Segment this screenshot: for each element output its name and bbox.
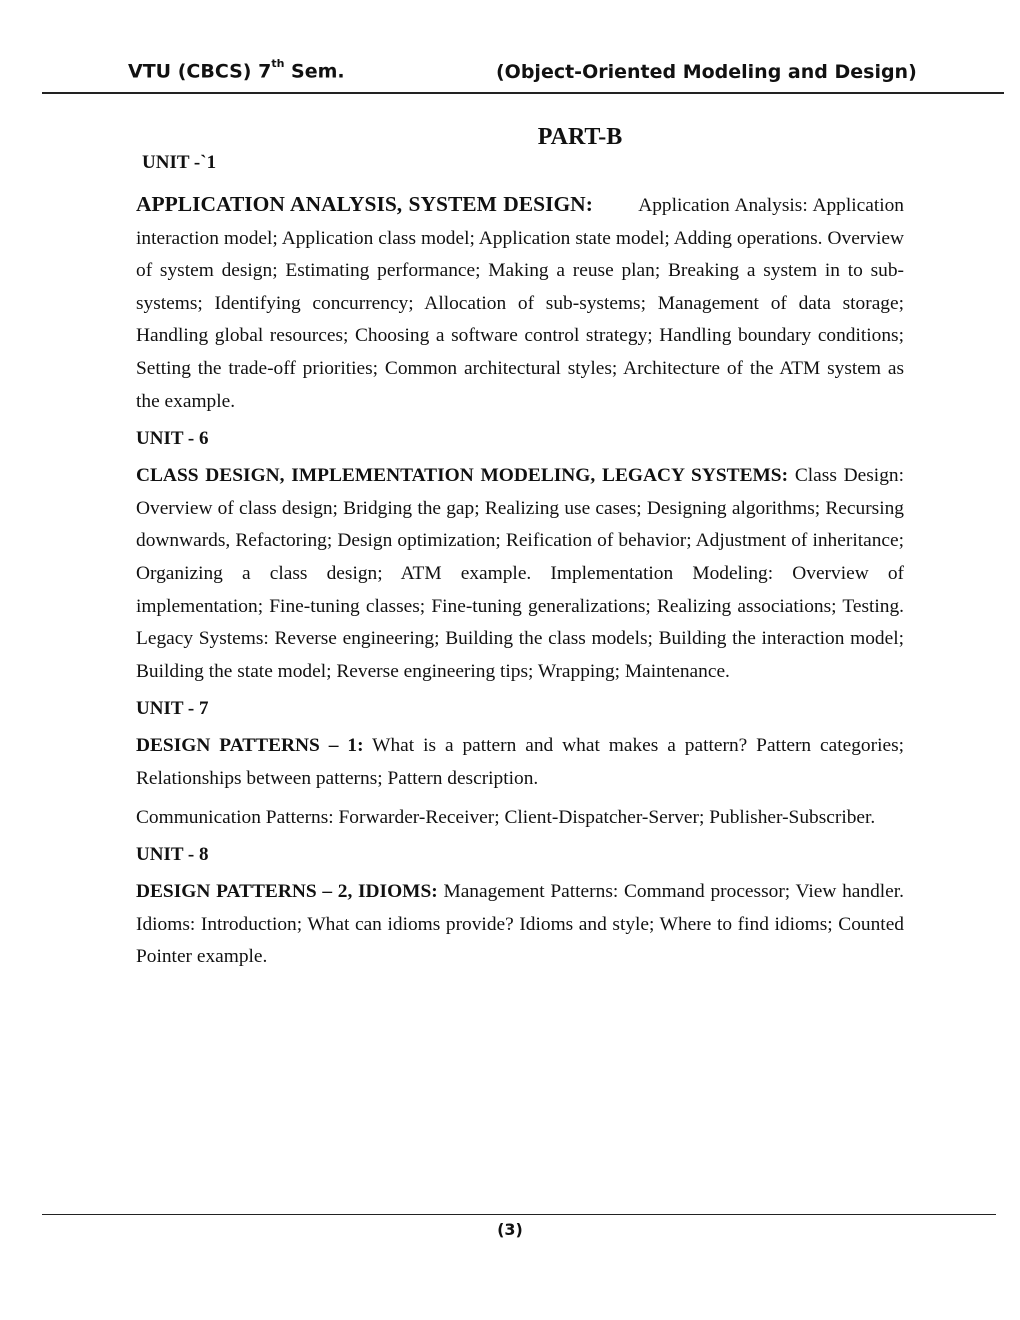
syllabus-content: [136, 120, 904, 974]
unit-heading: CLASS DESIGN, IMPLEMENTATION MODELING, LEGACY SYSTEMS:: [136, 465, 789, 487]
unit-description: [136, 460, 904, 688]
unit-section: [136, 840, 904, 974]
unit-heading: APPLICATION ANALYSIS, SYSTEM DESIGN:: [136, 192, 593, 216]
unit-body: Management Patterns: Command processor; View handler. Idioms: Introduction; What can idioms provide? Idioms and style; Where to find idioms; Counted Pointer example.: [136, 881, 904, 968]
unit-heading: DESIGN PATTERNS – 2, IDIOMS:: [136, 881, 438, 903]
page-header: [42, 56, 1004, 94]
unit-section: [136, 424, 904, 688]
unit-body: Application Analysis: Application interaction model; Application class model; Application state model; Adding operations. Overview of system design; Estimating performance; Making a reuse plan; Breaking a system in to sub-systems; Identifying concurrency; Allocation of sub-systems; Management of data storage; Handling global resources; Choosing a software control strategy; Handling boundary conditions; Setting the trade-off priorities; Common architectural styles; Architecture of the ATM system as the example.: [136, 195, 904, 412]
unit-extra: Communication Patterns: Forwarder-Receiver; Client-Dispatcher-Server; Publisher-Subscriber.: [136, 806, 876, 828]
unit-section: [136, 694, 904, 834]
unit-description: [136, 876, 904, 974]
course-suffix: Sem.: [284, 60, 345, 83]
unit-body: What is a pattern and what makes a pattern? Pattern categories; Relationships between patterns; Pattern description.: [136, 735, 905, 789]
unit-label: UNIT -`1: [142, 152, 217, 173]
unit-description: [136, 188, 904, 418]
unit-body: Class Design: Overview of class design; Bridging the gap; Realizing use cases; Designing algorithms; Recursing downwards, Refactoring; Design optimization; Reification of behavior; Adjustment of inheritance; Organizing a class design; ATM example. Implementation Modeling: Overview of implementation; Fine-tuning classes; Fine-tuning generalizations; Realizing associations; Testing. Legacy Systems: Reverse engineering; Building the class models; Building the interaction model; Building the state model; Reverse engineering tips; Wrapping; Maintenance.: [136, 465, 904, 682]
unit-description: [136, 730, 904, 795]
unit-label: UNIT - 7: [136, 698, 209, 720]
course-prefix: VTU (CBCS) 7: [128, 60, 272, 83]
part-title: PART-B: [537, 124, 623, 150]
unit-label: UNIT - 6: [136, 428, 209, 450]
footer-divider: [42, 1214, 996, 1215]
subject-title: (Object-Oriented Modeling and Design): [496, 61, 917, 83]
course-label: [128, 57, 345, 83]
unit-label: UNIT - 8: [136, 844, 209, 866]
unit-heading: DESIGN PATTERNS – 1:: [136, 735, 364, 757]
page-number: (3): [497, 1220, 523, 1239]
course-superscript: th: [271, 57, 285, 70]
unit-section: [136, 148, 904, 418]
